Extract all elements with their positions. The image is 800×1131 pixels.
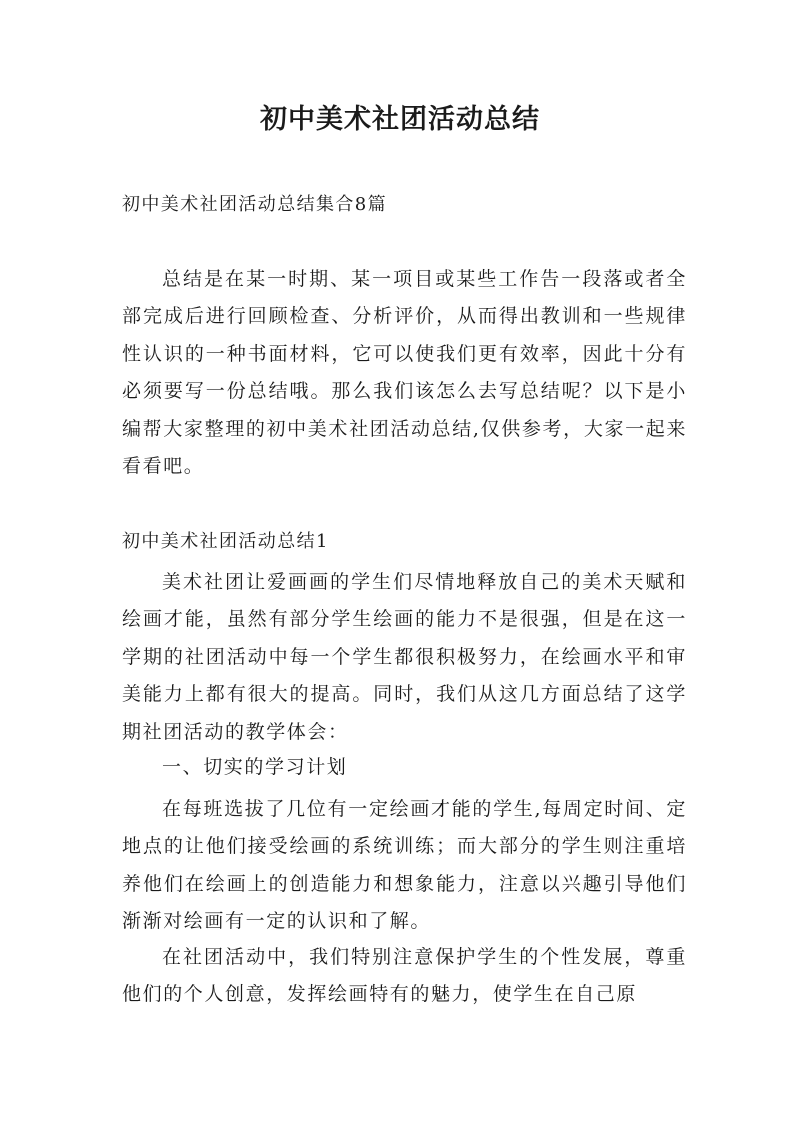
body-paragraph: 在社团活动中，我们特别注意保护学生的个性发展，尊重他们的个人创意，发挥绘画特有的魅力，使学生在自己原 [122,946,687,1006]
body-paragraph: 美术社团让爱画画的学生们尽情地释放自己的美术天赋和绘画才能，虽然有部分学生绘画的能力不是很强，但是在这一学期的社团活动中每一个学生都很积极努力，在绘画水平和审美能力上都有很大的提高。同时，我们从这几方面总结了这学期社团活动的教学体会： [122,571,687,743]
document-subtitle: 初中美术社团活动总结集合8篇 [122,194,388,215]
section-heading: 初中美术社团活动总结1 [122,531,329,552]
document-title: 初中美术社团活动总结 [260,104,540,135]
body-paragraph: 在每班选拔了几位有一定绘画才能的学生,每周定时间、定地点的让他们接受绘画的系统训练；而大部分的学生则注重培养他们在绘画上的创造能力和想象能力，注意以兴趣引导他们渐渐对绘画有一定的认识和了解。 [122,798,687,933]
intro-paragraph: 总结是在某一时期、某一项目或某些工作告一段落或者全部完成后进行回顾检查、分析评价，从而得出教训和一些规律性认识的一种书面材料，它可以使我们更有效率，因此十分有必须要写一份总结哦。那么我们该怎么去写总结呢？以下是小编帮大家整理的初中美术社团活动总结,仅供参考，大家一起来看看吧。 [122,268,687,478]
list-item-heading: 一、切实的学习计划 [162,756,348,778]
